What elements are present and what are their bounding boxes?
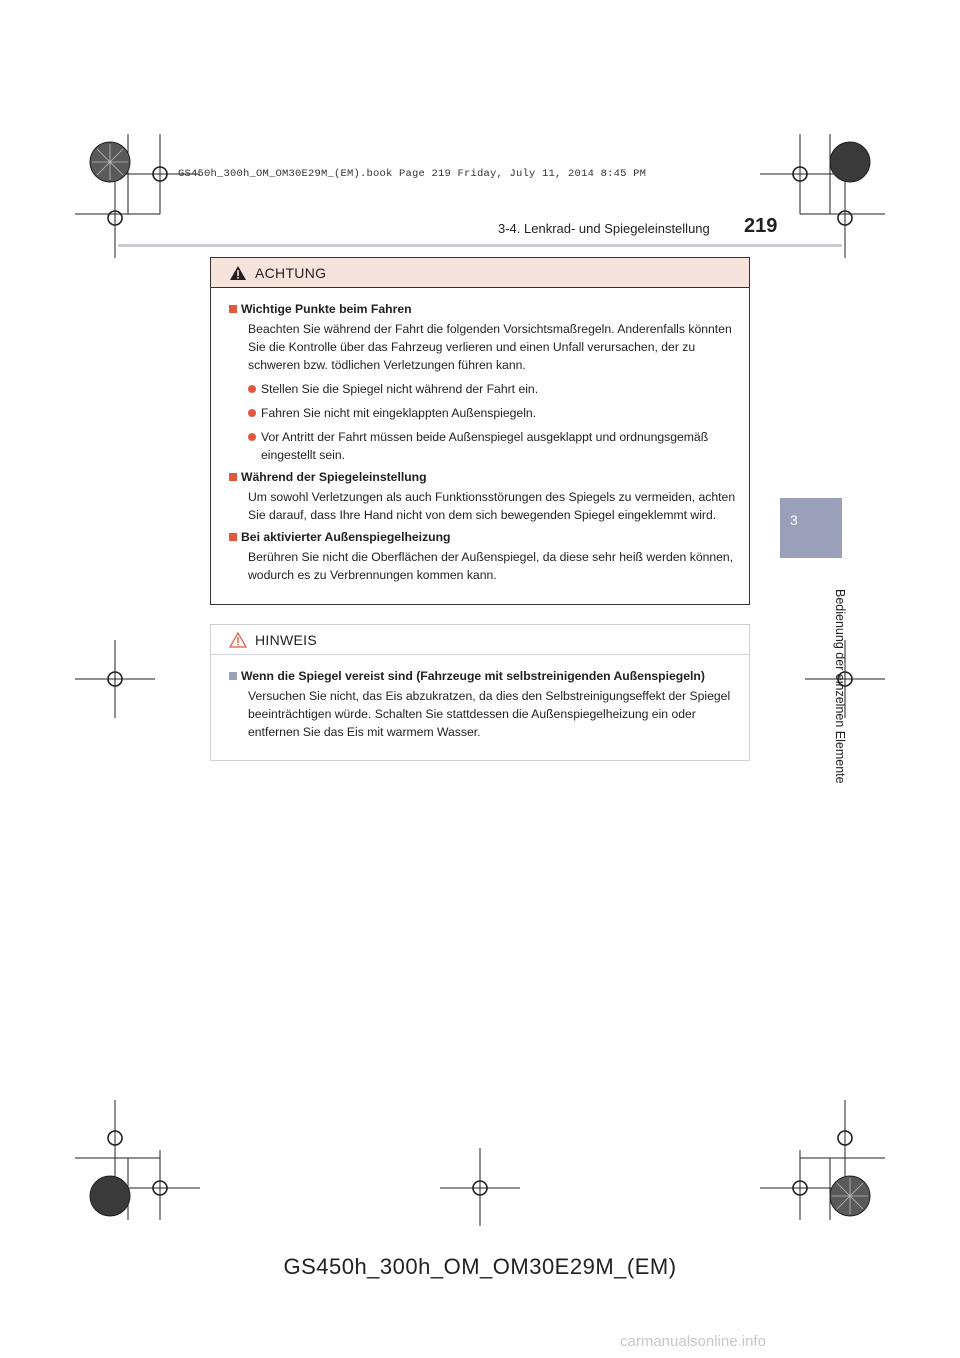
achtung-item xyxy=(224,528,737,584)
watermark: carmanualsonline.info xyxy=(620,1333,766,1350)
caution-icon xyxy=(229,632,247,648)
hinweis-item xyxy=(224,667,737,741)
dot-bullet-icon xyxy=(248,385,256,393)
hinweis-header xyxy=(211,625,749,655)
item-text: Beachten Sie während der Fahrt die folgenden Vorsichtsmaßregeln. Anderenfalls könnten Sie die Kontrolle über das Fahrzeug verlieren und einen Unfall verursachen, der zu schweren bzw. tödlichen Verletzungen führen kann. xyxy=(248,322,732,372)
item-text: Berühren Sie nicht die Oberflächen der Außenspiegel, da diese sehr heiß werden können, wodurch es zu Verbrennungen kommen kann. xyxy=(248,550,734,582)
achtung-box xyxy=(210,257,750,605)
document-footer: GS450h_300h_OM_OM30E29M_(EM) xyxy=(283,1254,677,1279)
page-number: 219 xyxy=(744,215,778,237)
dot-bullet-icon xyxy=(248,409,256,417)
item-title: Während der Spiegeleinstellung xyxy=(241,470,427,484)
achtung-label: ACHTUNG xyxy=(255,264,327,281)
section-title: 3-4. Lenkrad- und Spiegeleinstellung xyxy=(498,221,710,236)
hinweis-box xyxy=(210,624,750,761)
square-bullet-icon xyxy=(229,473,237,481)
achtung-item xyxy=(224,300,737,464)
hinweis-body xyxy=(211,655,749,741)
item-title: Bei aktivierter Außenspiegelheizung xyxy=(241,530,451,544)
item-title: Wichtige Punkte beim Fahren xyxy=(241,302,412,316)
item-title: Wenn die Spiegel vereist sind (Fahrzeuge mit selbstreinigenden Außenspiegeln) xyxy=(241,669,705,683)
hinweis-label: HINWEIS xyxy=(255,631,317,648)
achtung-item xyxy=(224,468,737,524)
item-text: Um sowohl Verletzungen als auch Funktionsstörungen des Spiegels zu vermeiden, achten Sie darauf, dass Ihre Hand nicht von dem sich bewegenden Spiegel eingeklemmt wird. xyxy=(248,490,736,522)
item-text: Versuchen Sie nicht, das Eis abzukratzen, da dies den Selbstreinigungseffekt der Spiegel beeinträchtigen würde. Schalten Sie stattdessen die Außenspiegelheizung ein oder entfernen Sie das Eis mit warmem Wasser. xyxy=(248,689,731,739)
warning-icon xyxy=(229,265,247,281)
square-bullet-icon xyxy=(229,533,237,541)
bullet-item: Fahren Sie nicht mit eingeklappten Außenspiegeln. xyxy=(229,404,737,422)
achtung-header xyxy=(211,258,749,288)
header-rule xyxy=(118,244,842,247)
chapter-title: Bedienung der einzelnen Elemente xyxy=(833,589,847,784)
chapter-number: 3 xyxy=(790,512,798,528)
square-bullet-icon xyxy=(229,305,237,313)
dot-bullet-icon xyxy=(248,433,256,441)
bullet-item: Vor Antritt der Fahrt müssen beide Außenspiegel ausgeklappt und ordnungsgemäß eingestellt sein. xyxy=(229,428,737,464)
print-info: GS450h_300h_OM_OM30E29M_(EM).book Page 219 Friday, July 11, 2014 8:45 PM xyxy=(178,168,647,180)
chapter-tab xyxy=(780,498,842,558)
square-bullet-icon xyxy=(229,672,237,680)
bullet-item: Stellen Sie die Spiegel nicht während der Fahrt ein. xyxy=(229,380,737,398)
achtung-body xyxy=(211,288,749,584)
